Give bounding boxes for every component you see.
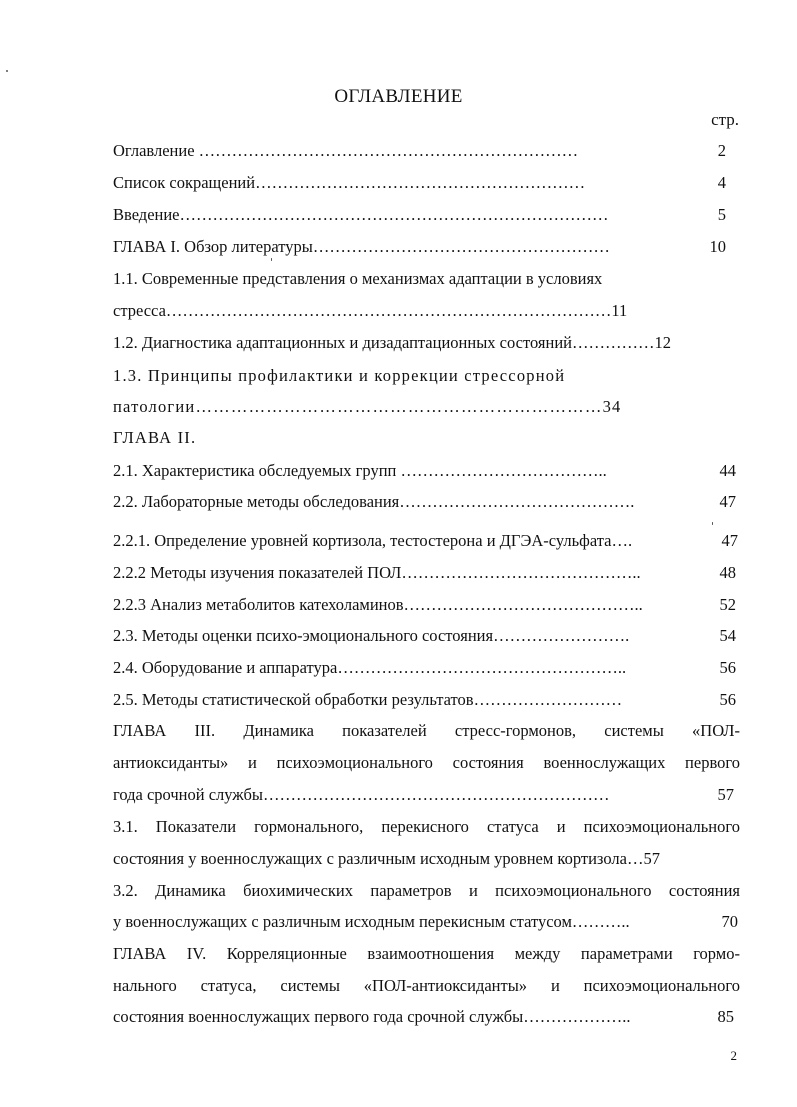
toc-entry-page: 56: [719, 658, 736, 677]
toc-entry-text: 2.2.2 Методы изучения показателей ПОЛ……………………………………..: [113, 563, 641, 582]
toc-entry: [113, 721, 740, 741]
toc-entry-text: 2.1. Характеристика обследуемых групп ………………………………..: [113, 461, 607, 480]
toc-entry: [113, 269, 740, 289]
toc-entry: [113, 301, 740, 321]
toc-entry-text: года срочной службы………………………………………………………: [113, 785, 610, 804]
toc-entry: [113, 141, 740, 161]
toc-entry-page: 44: [719, 461, 736, 480]
toc-entry-text: Список сокращений……………………………………………………: [113, 173, 586, 192]
toc-entry-text: 3.2. Динамика биохимических параметров и психоэмоционального состояния: [113, 881, 740, 900]
toc-entry: [113, 912, 740, 932]
toc-entry-text: Введение……………………………………………………………………: [113, 205, 609, 224]
toc-entry-text: 2.2.3 Анализ метаболитов катехоламинов……………………………………..: [113, 595, 643, 614]
toc-entry: [113, 944, 740, 964]
toc-entry-text: ГЛАВА II.: [113, 428, 197, 447]
toc-entry-page: 54: [719, 626, 736, 645]
toc-entry-text: ГЛАВА III. Динамика показателей стресс-гормонов, системы «ПОЛ-: [113, 721, 740, 740]
toc-entry: [113, 595, 740, 615]
toc-entry: [113, 817, 740, 837]
toc-entry: [113, 205, 740, 225]
scan-speck: [712, 522, 713, 525]
toc-entry-text: 3.1. Показатели гормонального, перекисного статуса и психоэмоционального: [113, 817, 740, 836]
toc-entry: [113, 849, 740, 869]
toc-entry-text: 2.4. Оборудование и аппаратура……………………………………………..: [113, 658, 627, 677]
toc-entry-page: 2: [717, 141, 726, 160]
toc-entry: [113, 976, 740, 996]
toc-entry-page: 56: [719, 690, 736, 709]
toc-entry-text: патологии……………………………………………………………34: [113, 397, 622, 416]
page-column-label: стр.: [711, 110, 739, 129]
toc-entry: [113, 626, 740, 646]
toc-entry-page: 47: [721, 531, 738, 550]
toc-entry: [113, 658, 740, 678]
toc-entry: [113, 333, 740, 353]
toc-entry-text: ГЛАВА I. Обзор литературы………………………………………………: [113, 237, 610, 256]
toc-entry-page: 4: [717, 173, 726, 192]
toc-entry: [113, 492, 740, 512]
toc-entry-text: 2.3. Методы оценки психо-эмоционального состояния…………………….: [113, 626, 630, 645]
toc-entry: [113, 753, 740, 773]
toc-entry: [113, 461, 740, 481]
toc-entry: [113, 881, 740, 901]
toc-entry-text: 1.1. Современные представления о механизмах адаптации в условиях: [113, 269, 603, 288]
toc-entry: [113, 563, 740, 583]
toc-entry-page: 10: [709, 237, 726, 256]
toc-entry: [113, 1007, 740, 1027]
footer-page-number: 2: [730, 1048, 737, 1063]
scan-speck: [271, 258, 272, 261]
toc-entry-text: 2.2. Лабораторные методы обследования…………………………………….: [113, 492, 635, 511]
toc-entry-page: 48: [719, 563, 736, 582]
toc-entry-text: состояния у военнослужащих с различным исходным уровнем кортизола…57: [113, 849, 660, 868]
toc-entry-text: 1.3. Принципы профилактики и коррекции стрессорной: [113, 366, 566, 385]
toc-entry-text: 2.2.1. Определение уровней кортизола, тестостерона и ДГЭА-сульфата….: [113, 531, 633, 550]
toc-entry-page: 52: [719, 595, 736, 614]
toc-entry-text: Оглавление ……………………………………………………………: [113, 141, 579, 160]
toc-entry-text: нального статуса, системы «ПОЛ-антиоксиданты» и психоэмоционального: [113, 976, 740, 995]
toc-entry-page: 57: [717, 785, 734, 804]
toc-entry: [113, 237, 740, 257]
toc-entry-text: стресса………………………………………………………………………11: [113, 301, 628, 320]
toc-entry: [113, 366, 740, 386]
toc-entry: [113, 428, 740, 448]
toc-entry: [113, 785, 740, 805]
toc-entry: [113, 690, 740, 710]
toc-entry-text: ГЛАВА IV. Корреляционные взаимоотношения между параметрами гормо-: [113, 944, 740, 963]
toc-entry-page: 5: [717, 205, 726, 224]
toc-entry-text: 1.2. Диагностика адаптационных и дизадаптационных состояний……………12: [113, 333, 671, 352]
scan-speck: [6, 70, 8, 72]
toc-entry-page: 85: [717, 1007, 734, 1026]
toc-entry: [113, 531, 740, 551]
toc-entry-page: 47: [719, 492, 736, 511]
page-title: ОГЛАВЛЕНИЕ: [334, 86, 463, 107]
toc-entry-text: состояния военнослужащих первого года срочной службы………………..: [113, 1007, 631, 1026]
toc-entry: [113, 397, 740, 417]
toc-entry: [113, 173, 740, 193]
toc-entry-page: 70: [721, 912, 738, 931]
toc-entry-text: 2.5. Методы статистической обработки результатов………………………: [113, 690, 623, 709]
toc-entry-text: антиоксиданты» и психоэмоционального состояния военнослужащих первого: [113, 753, 740, 772]
toc-entry-text: у военнослужащих с различным исходным перекисным статусом………..: [113, 912, 630, 931]
